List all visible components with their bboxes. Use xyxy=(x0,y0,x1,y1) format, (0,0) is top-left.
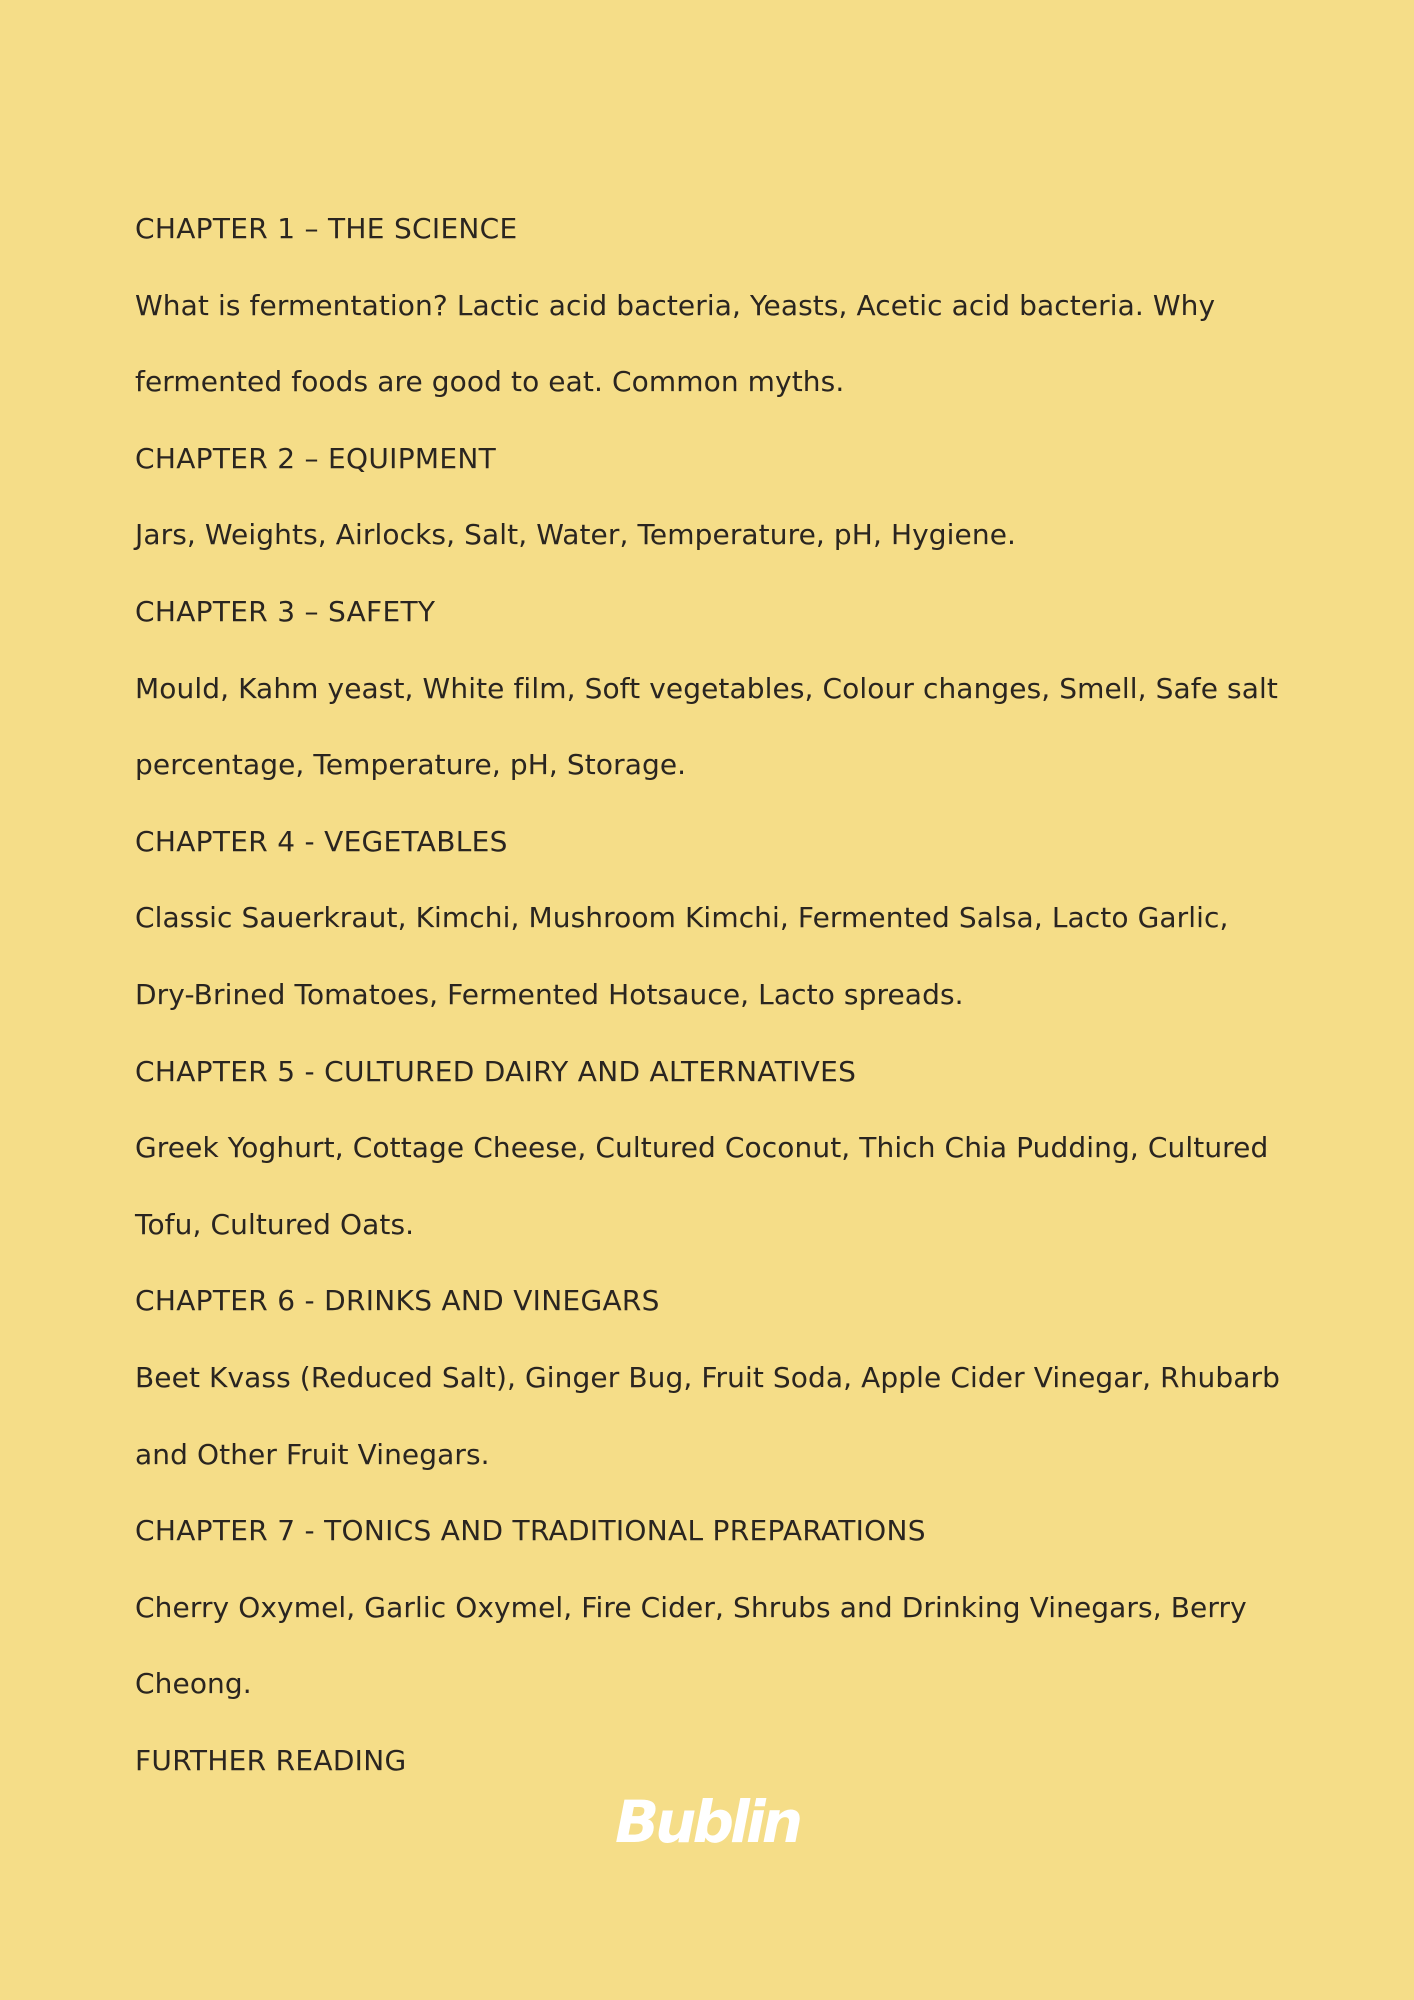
chapter-description-line: and Other Fruit Vinegars. xyxy=(135,1437,490,1471)
chapter-heading: CHAPTER 2 – EQUIPMENT xyxy=(135,441,496,475)
chapter-description-line: fermented foods are good to eat. Common myths. xyxy=(135,365,845,399)
chapter-heading: CHAPTER 4 - VEGETABLES xyxy=(135,824,508,858)
chapter-description-line: Classic Sauerkraut, Kimchi, Mushroom Kimchi, Fermented Salsa, Lacto Garlic, xyxy=(135,901,1229,935)
bublin-logo xyxy=(0,1788,1414,1856)
table-of-contents xyxy=(135,191,1295,1799)
chapter-description-line: What is fermentation? Lactic acid bacteria, Yeasts, Acetic acid bacteria. Why xyxy=(135,288,1216,322)
chapter-description-line: Mould, Kahm yeast, White film, Soft vegetables, Colour changes, Smell, Safe salt xyxy=(135,671,1278,705)
chapter-description-line: Cheong. xyxy=(135,1667,252,1701)
further-reading-heading: FURTHER READING xyxy=(135,1743,407,1777)
chapter-heading: CHAPTER 5 - CULTURED DAIRY AND ALTERNATIVES xyxy=(135,1054,857,1088)
chapter-description-line: Dry-Brined Tomatoes, Fermented Hotsauce, Lacto spreads. xyxy=(135,977,964,1011)
chapter-heading: CHAPTER 6 - DRINKS AND VINEGARS xyxy=(135,1284,660,1318)
logo-text: Bublin xyxy=(614,1788,800,1856)
chapter-heading: CHAPTER 3 – SAFETY xyxy=(135,594,436,628)
chapter-heading: CHAPTER 1 – THE SCIENCE xyxy=(135,212,518,245)
chapter-description-line: Beet Kvass (Reduced Salt), Ginger Bug, Fruit Soda, Apple Cider Vinegar, Rhubarb xyxy=(135,1360,1281,1394)
chapter-description-line: Greek Yoghurt, Cottage Cheese, Cultured Coconut, Thich Chia Pudding, Cultured xyxy=(135,1131,1269,1165)
chapter-description-line: percentage, Temperature, pH, Storage. xyxy=(135,748,687,782)
chapter-description-line: Tofu, Cultured Oats. xyxy=(135,1207,415,1241)
chapter-description-line: Jars, Weights, Airlocks, Salt, Water, Temperature, pH, Hygiene. xyxy=(135,518,1017,552)
chapter-description-line: Cherry Oxymel, Garlic Oxymel, Fire Cider, Shrubs and Drinking Vinegars, Berry xyxy=(135,1590,1247,1624)
chapter-heading: CHAPTER 7 - TONICS AND TRADITIONAL PREPARATIONS xyxy=(135,1514,926,1548)
